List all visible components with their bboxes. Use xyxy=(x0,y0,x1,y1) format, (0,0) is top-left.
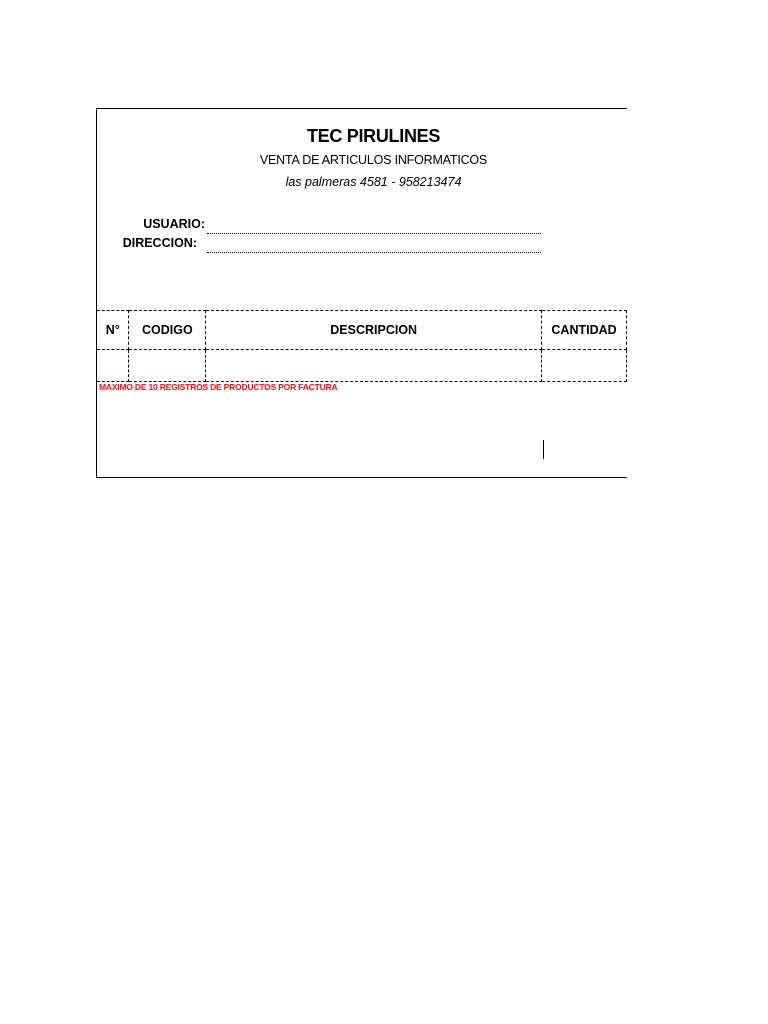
company-tagline: VENTA DE ARTICULOS INFORMATICOS xyxy=(259,153,488,167)
cell-descripcion[interactable] xyxy=(206,350,542,382)
direccion-field[interactable] xyxy=(207,252,541,253)
limit-note: MAXIMO DE 10 REGISTROS DE PRODUCTOS POR FACTURA xyxy=(99,382,338,392)
table-header-row xyxy=(97,311,627,350)
column-header-cantidad: CANTIDAD xyxy=(542,311,627,350)
company-address: las palmeras 4581 - 958213474 xyxy=(285,175,462,189)
column-header-number: N° xyxy=(97,311,129,350)
table-row xyxy=(97,350,627,382)
usuario-label: USUARIO: xyxy=(143,217,205,231)
usuario-field[interactable] xyxy=(207,233,541,234)
cell-codigo[interactable] xyxy=(129,350,206,382)
invoice-sheet xyxy=(96,108,627,478)
column-header-codigo: CODIGO xyxy=(129,311,206,350)
items-table xyxy=(97,310,627,382)
company-title: TEC PIRULINES xyxy=(306,126,441,146)
cell-cantidad[interactable] xyxy=(542,350,627,382)
column-header-descripcion: DESCRIPCION xyxy=(206,311,542,350)
direccion-label: DIRECCION: xyxy=(122,236,197,250)
cell-number[interactable] xyxy=(97,350,129,382)
cell-border-mark xyxy=(543,440,544,459)
